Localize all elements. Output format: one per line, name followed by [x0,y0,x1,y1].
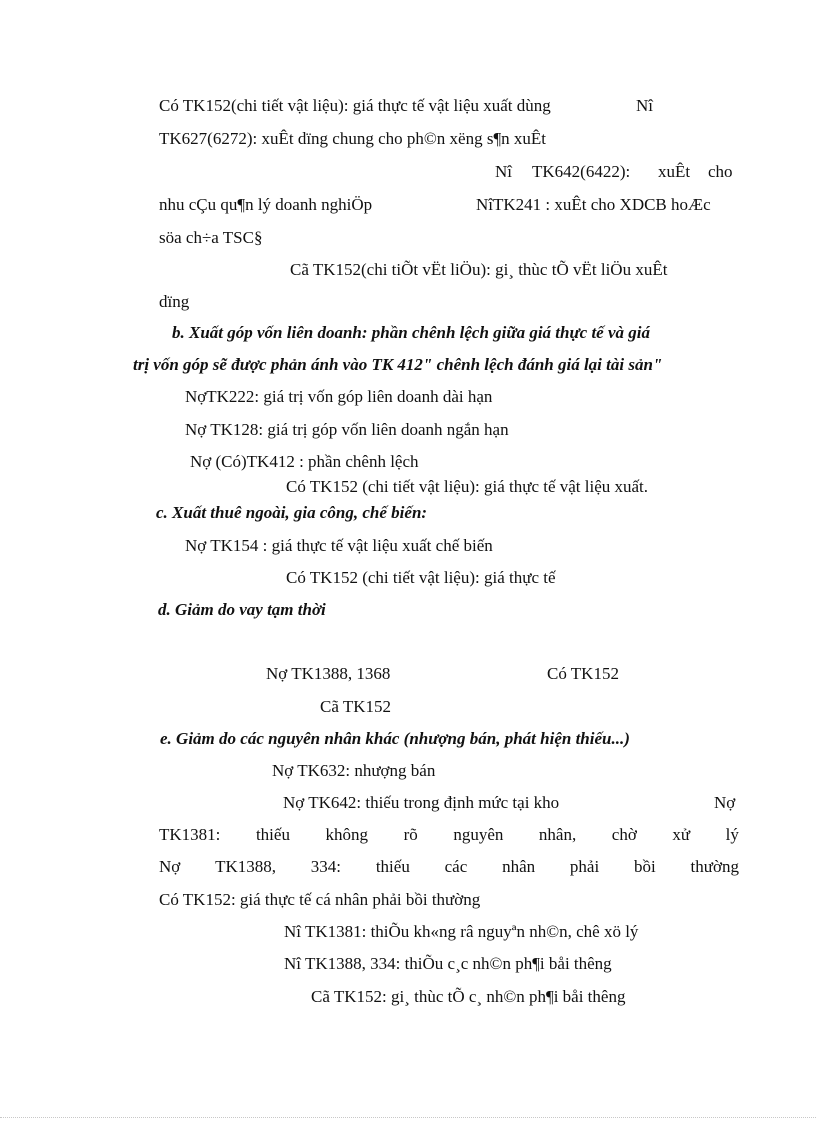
text-line: cho [708,162,733,181]
section-heading-b: b. Xuất góp vốn liên doanh: phần chênh lệch giữa giá thực tế và giá [172,323,650,342]
section-heading-c: c. Xuất thuê ngoài, gia công, chế biến: [156,503,428,522]
text-line: xuÊt [658,162,691,181]
text-line: Cã TK152: gi¸ thùc tÕ c¸ nh©n ph¶i båi thêng [311,987,626,1006]
text-line: Có TK152 [547,664,619,683]
text-line: TK627(6272): xuÊt dïng chung cho ph©n xëng s¶n xuÊt [159,129,547,148]
text-line: Cã TK152(chi tiÕt vËt liÖu): gi¸ thùc tÕ vËt liÖu xuÊt [290,260,668,279]
word: các [444,857,468,876]
word: rõ [403,825,418,844]
text-line: söa ch÷a TSC§ [159,228,263,247]
section-heading-e: e. Giảm do các nguyên nhân khác (nhượng bán, phát hiện thiếu...) [160,729,630,748]
word: TK1388, [215,857,276,876]
page-bottom-rule [0,1117,816,1118]
text-line: Nî TK1388, 334: thiÕu c¸c nh©n ph¶i båi thêng [284,954,612,973]
word: bồi [633,857,656,876]
text-line: Có TK152(chi tiết vật liệu): giá thực tế vật liệu xuất dùng [159,96,551,115]
text-line: dïng [159,292,190,311]
text-line: Nợ TK128: giá trị góp vốn liên doanh ngắn hạn [185,420,509,439]
word: thường [690,857,739,876]
word: thiếu [255,825,290,844]
text-line: Nî [495,162,512,181]
text-line: TK642(6422): [532,162,631,181]
text-line: Nợ TK1388, 1368 [266,664,391,683]
word: phải [569,857,600,876]
text-line: Nợ TK632: nhượng bán [272,761,436,780]
section-heading-d: d. Giảm do vay tạm thời [158,600,326,619]
word: TK1381: [159,825,221,844]
text-line: Nî [636,96,653,115]
justified-line [159,824,739,846]
word: chờ [611,825,637,844]
word: Nợ [159,857,181,876]
text-line: Có TK152 (chi tiết vật liệu): giá thực tế [286,568,556,587]
text-line: NîTK241 : xuÊt cho XDCB hoÆc [476,195,711,214]
word: 334: [310,857,342,876]
word: nguyên [453,825,504,844]
word: lý [725,825,739,844]
text-line: NợTK222: giá trị vốn góp liên doanh dài hạn [185,387,493,406]
section-heading-b-cont: trị vốn góp sẽ được phản ánh vào TK 412" chênh lệch đánh giá lại tài sản" [133,355,663,374]
word: nhân [502,857,536,876]
text-line: Có TK152 (chi tiết vật liệu): giá thực tế vật liệu xuất. [286,477,649,496]
text-line: Nợ (Có)TK412 : phần chênh lệch [190,452,419,471]
word: không [325,825,369,844]
word: thiếu [375,857,410,876]
text-line: Có TK152: giá thực tế cá nhân phải bồi thường [159,890,481,909]
text-line: Nợ [714,793,736,812]
word: xử [672,825,691,844]
text-line: Nî TK1381: thiÕu kh«ng râ nguyªn nh©n, chê xö lý [284,922,639,941]
justified-line [159,856,739,878]
text-line: Cã TK152 [320,697,391,716]
text-line: nhu cÇu qu¶n lý doanh nghiÖp [159,195,373,214]
text-line: Nợ TK642: thiếu trong định mức tại kho [283,793,560,812]
word: nhân, [538,825,577,844]
text-line: Nợ TK154 : giá thực tế vật liệu xuất chế biến [185,536,493,555]
